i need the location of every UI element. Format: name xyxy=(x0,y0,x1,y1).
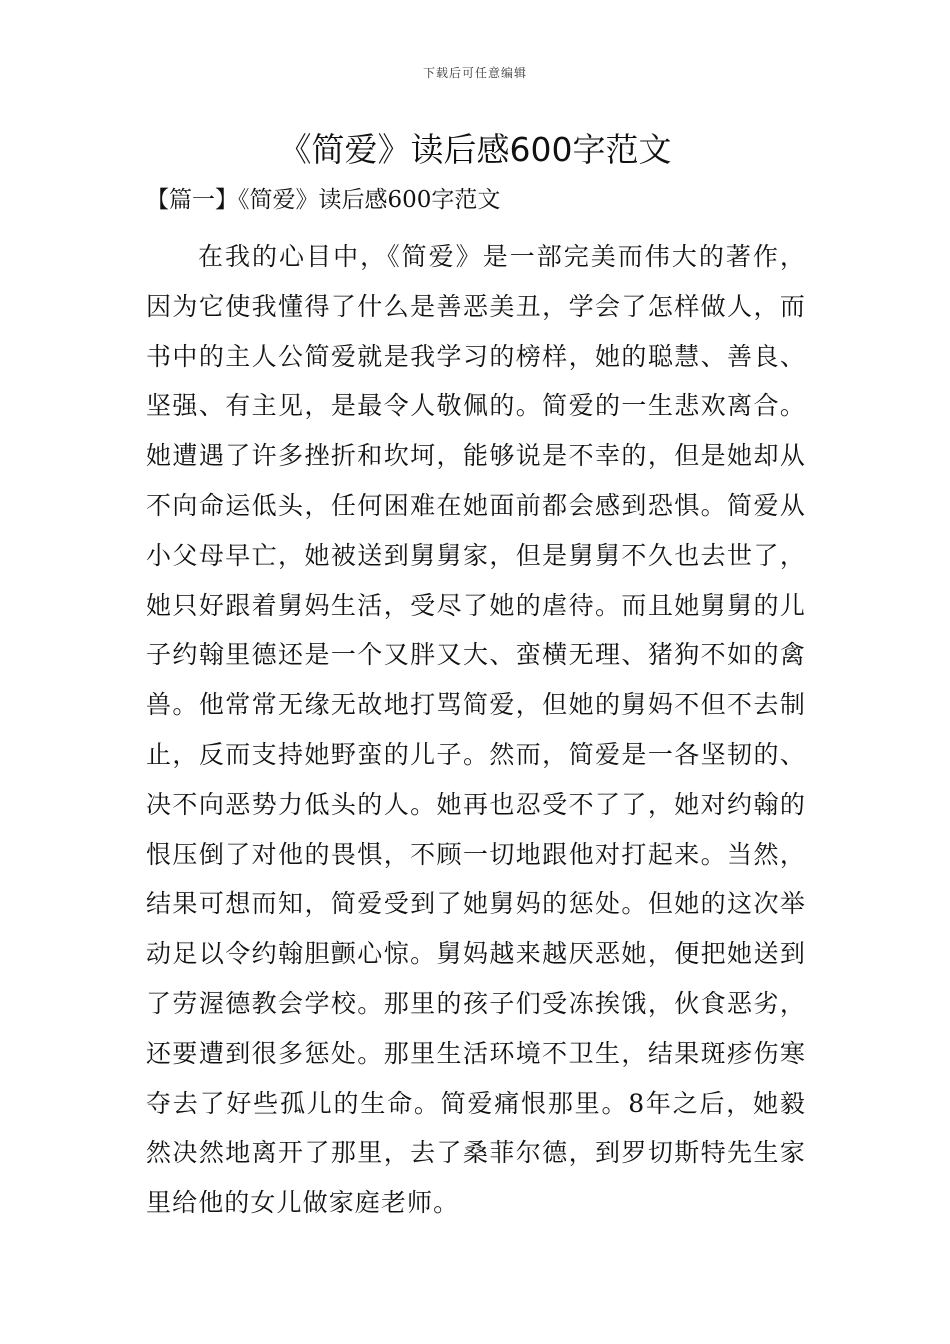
header-note: 下载后可任意编辑 xyxy=(422,66,527,80)
document-title: 《简爱》读后感600字范文 xyxy=(278,130,672,169)
section-heading: 【篇一】《简爱》读后感600字范文 xyxy=(146,187,501,213)
body-paragraph: 在我的心目中，《简爱》是一部完美而伟大的著作，因为它使我懂得了什么是善恶美丑，学会了怎样做人，而书中的主人公简爱就是我学习的榜样，她的聪慧、善良、坚强、有主见，是最令人敬佩的。简爱的一生悲欢离合。她遭遇了许多挫折和坎坷，能够说是不幸的，但是她却从不向命运低头，任何困难在她面前都会感到恐惧。简爱从小父母早亡，她被送到舅舅家，但是舅舅不久也去世了，她只好跟着舅妈生活，受尽了她的虐待。而且她舅舅的儿子约翰里德还是一个又胖又大、蛮横无理、猪狗不如的禽兽。他常常无缘无故地打骂简爱，但她的舅妈不但不去制止，反而支持她野蛮的儿子。然而，简爱是一各坚韧的、决不向恶势力低头的人。她再也忍受不了了，她对约翰的恨压倒了对他的畏惧，不顾一切地跟他对打起来。当然，结果可想而知，简爱受到了她舅妈的惩处。但她的这次举动足以令约翰胆颤心惊。舅妈越来越厌恶她，便把她送到了劳渥德教会学校。那里的孩子们受冻挨饿，伙食恶劣，还要遭到很多惩处。那里生活环境不卫生，结果斑疹伤寒夺去了好些孤儿的生命。简爱痛恨那里。8年之后，她毅然决然地离开了那里，去了桑菲尔德，到罗切斯特先生家里给他的女儿做家庭老师。 xyxy=(146,242,806,1218)
